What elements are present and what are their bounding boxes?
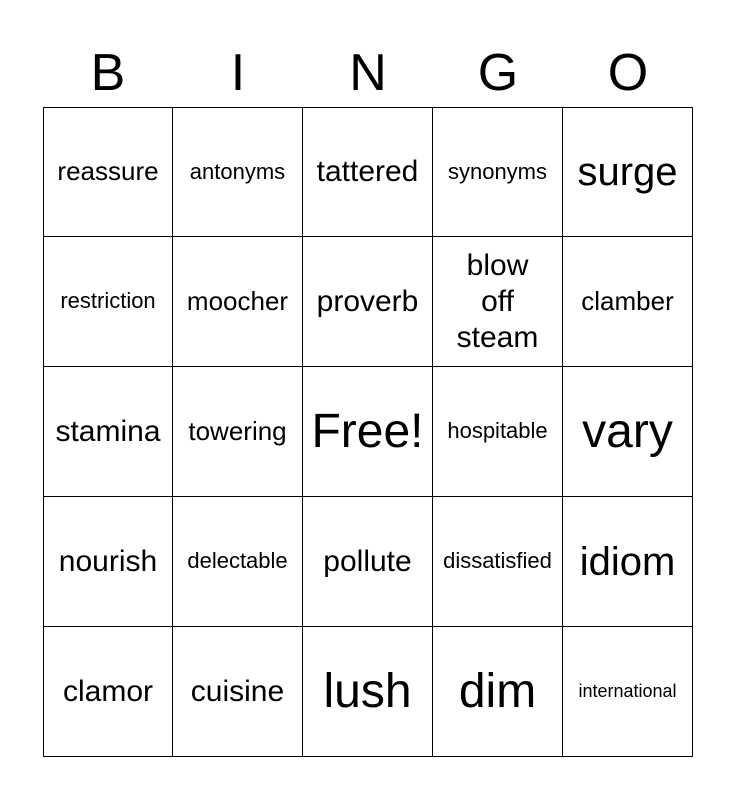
bingo-cell[interactable]: moocher xyxy=(173,237,303,367)
bingo-cell[interactable]: vary xyxy=(563,367,693,497)
bingo-cell[interactable]: lush xyxy=(303,627,433,757)
bingo-cell[interactable]: nourish xyxy=(43,497,173,627)
bingo-cell[interactable]: clamber xyxy=(563,237,693,367)
bingo-cell[interactable]: tattered xyxy=(303,107,433,237)
bingo-cell[interactable]: stamina xyxy=(43,367,173,497)
header-letter-n: N xyxy=(349,44,387,102)
bingo-cell[interactable]: proverb xyxy=(303,237,433,367)
bingo-cell[interactable]: pollute xyxy=(303,497,433,627)
bingo-cell[interactable]: cuisine xyxy=(173,627,303,757)
header-letter-o: O xyxy=(607,44,649,102)
free-space-cell[interactable]: Free! xyxy=(303,367,433,497)
bingo-cell[interactable]: clamor xyxy=(43,627,173,757)
bingo-cell[interactable]: synonyms xyxy=(433,107,563,237)
header-letter-b: B xyxy=(90,44,126,102)
bingo-cell[interactable]: restriction xyxy=(43,237,173,367)
bingo-cell[interactable]: hospitable xyxy=(433,367,563,497)
bingo-header xyxy=(43,40,693,106)
bingo-cell[interactable]: dim xyxy=(433,627,563,757)
bingo-cell[interactable]: international xyxy=(563,627,693,757)
bingo-board xyxy=(43,107,693,757)
bingo-cell[interactable]: idiom xyxy=(563,497,693,627)
bingo-cell[interactable]: delectable xyxy=(173,497,303,627)
bingo-cell[interactable]: blow off steam xyxy=(433,237,563,367)
bingo-cell[interactable]: dissatisfied xyxy=(433,497,563,627)
bingo-cell[interactable]: antonyms xyxy=(173,107,303,237)
bingo-cell[interactable]: reassure xyxy=(43,107,173,237)
bingo-cell[interactable]: towering xyxy=(173,367,303,497)
bingo-cell[interactable]: surge xyxy=(563,107,693,237)
header-letter-g: G xyxy=(477,44,519,102)
header-letter-i: I xyxy=(230,44,246,102)
